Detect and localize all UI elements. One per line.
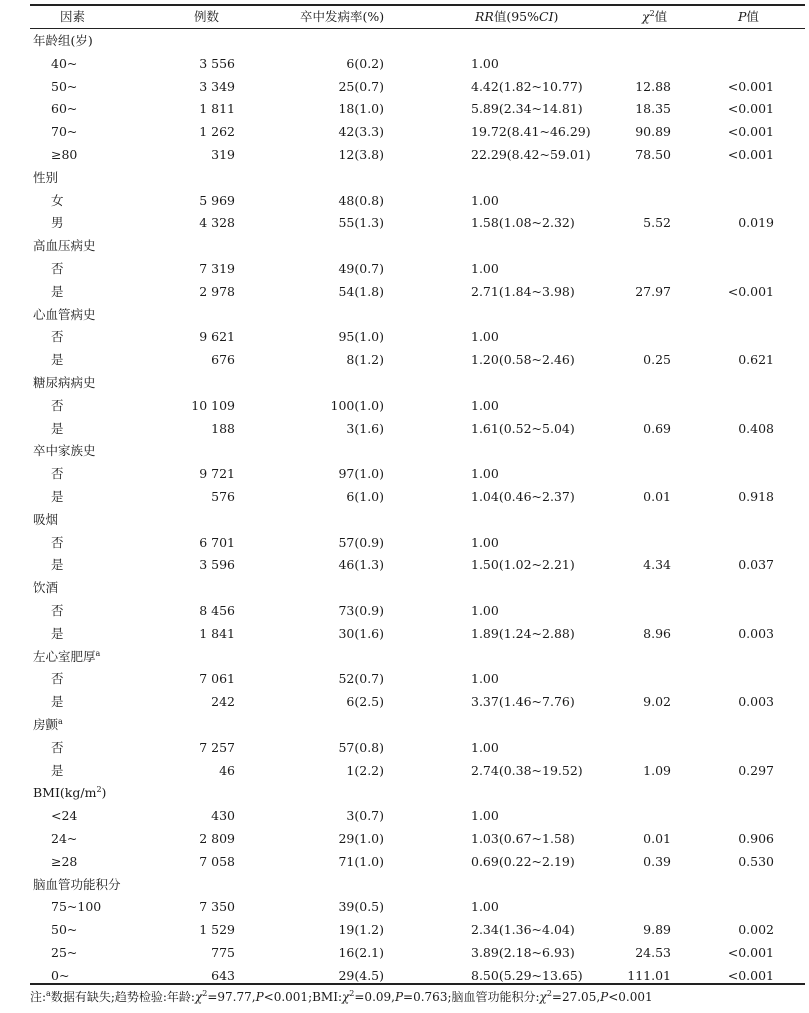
cell-rr: 4.42(1.82~10.77)	[471, 78, 583, 94]
cell-rr: 1.20(0.58~2.46)	[471, 352, 575, 368]
header-rate: 卒中发病率(%)	[300, 9, 385, 24]
table-row	[0, 53, 809, 75]
table-row	[0, 212, 809, 234]
group-row	[0, 782, 809, 804]
group-label: 心血管病史	[33, 306, 96, 322]
level-label: 60~	[51, 101, 78, 117]
cell-p: 0.918	[738, 489, 774, 504]
header-factor: 因素	[60, 9, 86, 24]
table-row	[0, 668, 809, 690]
cell-chi: 8.96	[643, 625, 671, 641]
cell-rate: 30(1.6)	[338, 625, 384, 641]
group-label: 性别	[33, 169, 59, 185]
cell-n: 676	[211, 352, 235, 368]
table-row	[0, 349, 809, 371]
cell-rate: 97(1.0)	[338, 466, 384, 482]
cell-chi: 12.88	[635, 78, 671, 94]
cell-n: 3 596	[199, 557, 235, 573]
table-row	[0, 851, 809, 873]
cell-rr: 1.00	[471, 261, 499, 276]
cell-rate: 29(4.5)	[338, 967, 384, 983]
cell-rr: 1.03(0.67~1.58)	[471, 831, 575, 846]
cell-rate: 8(1.2)	[346, 352, 384, 368]
cell-rate: 54(1.8)	[338, 283, 384, 299]
cell-rr: 0.69(0.22~2.19)	[471, 853, 575, 869]
cell-n: 3 349	[199, 78, 235, 94]
cell-chi: 24.53	[635, 945, 671, 960]
cell-n: 775	[211, 945, 235, 960]
table-row	[0, 600, 809, 622]
cell-rr: 1.58(1.08~2.32)	[471, 215, 575, 231]
level-label: 女	[51, 192, 64, 208]
cell-n: 7 058	[199, 853, 235, 869]
cell-rr: 19.72(8.41~46.29)	[471, 124, 591, 140]
cell-n: 7 061	[199, 671, 235, 687]
header-rr: RR值(95%CI)	[475, 9, 559, 24]
cell-n: 2 809	[199, 831, 235, 846]
group-label: $BMI(kg/m^2)$	[33, 785, 107, 801]
group-row	[0, 509, 809, 531]
table-row	[0, 760, 809, 782]
cell-rate: 1(2.2)	[346, 762, 384, 778]
cell-rate: 6(2.5)	[346, 694, 384, 710]
cell-rate: 18(1.0)	[338, 101, 384, 117]
level-label: <24	[51, 808, 78, 824]
cell-rr: 1.00	[471, 397, 499, 413]
header-n: 例数	[194, 9, 220, 24]
cell-p: <0.001	[727, 147, 774, 162]
cell-n: 9 721	[199, 466, 235, 482]
cell-p: <0.001	[727, 78, 774, 94]
cell-rr: 1.04(0.46~2.37)	[471, 489, 575, 504]
table-row	[0, 554, 809, 576]
cell-chi: 0.69	[643, 420, 671, 436]
group-label: 房颤$^a$	[33, 717, 63, 732]
group-row	[0, 304, 809, 326]
group-row	[0, 646, 809, 668]
cell-rr: 1.00	[471, 808, 499, 824]
cell-rate: 49(0.7)	[338, 261, 384, 276]
table-row	[0, 942, 809, 964]
table-row	[0, 395, 809, 417]
cell-chi: 9.89	[643, 922, 671, 938]
cell-n: 242	[211, 694, 235, 710]
cell-chi: 9.02	[643, 694, 671, 710]
cell-chi: 78.50	[635, 147, 671, 162]
level-label: 是	[51, 489, 64, 504]
group-row	[0, 440, 809, 462]
level-label: 50~	[51, 78, 78, 94]
cell-p: 0.019	[738, 215, 774, 231]
cell-rr: 1.00	[471, 534, 499, 550]
level-label: 是	[51, 694, 64, 710]
cell-rr: 2.74(0.38~19.52)	[471, 762, 583, 778]
cell-rr: 1.00	[471, 192, 499, 208]
group-row	[0, 577, 809, 599]
level-label: ≥28	[51, 853, 78, 869]
table-row	[0, 326, 809, 348]
cell-n: 1 811	[199, 101, 235, 117]
cell-rate: 12(3.8)	[338, 147, 384, 162]
table-row	[0, 805, 809, 827]
cell-chi: 5.52	[643, 215, 671, 231]
cell-rate: 100(1.0)	[330, 397, 384, 413]
cell-rr: 3.89(2.18~6.93)	[471, 945, 575, 960]
cell-n: 2 978	[199, 283, 235, 299]
cell-n: 430	[211, 808, 235, 824]
level-label: 否	[51, 603, 64, 618]
cell-rr: 1.89(1.24~2.88)	[471, 625, 575, 641]
table-header-row	[0, 6, 809, 28]
cell-rr: 1.00	[471, 671, 499, 687]
cell-rate: 71(1.0)	[338, 853, 384, 869]
cell-n: 10 109	[191, 397, 235, 413]
cell-n: 4 328	[199, 215, 235, 231]
cell-rate: 57(0.8)	[338, 739, 384, 755]
cell-rate: 57(0.9)	[338, 534, 384, 550]
level-label: 是	[51, 557, 64, 573]
header-p: P值	[738, 9, 759, 24]
cell-p: 0.297	[738, 762, 774, 778]
group-label: 饮酒	[33, 580, 59, 596]
cell-rate: 6(1.0)	[346, 489, 384, 504]
cell-p: 0.037	[738, 557, 774, 573]
table-row	[0, 258, 809, 280]
table-row	[0, 76, 809, 98]
level-label: 否	[51, 671, 64, 687]
cell-rate: 48(0.8)	[338, 192, 384, 208]
cell-rate: 3(0.7)	[346, 808, 384, 824]
group-label: 脑血管功能积分	[33, 876, 121, 892]
cell-rate: 29(1.0)	[338, 831, 384, 846]
level-label: 否	[51, 534, 64, 550]
cell-chi: 111.01	[627, 967, 671, 983]
level-label: 40~	[51, 55, 78, 71]
cell-n: 7 257	[199, 739, 235, 755]
level-label: 50~	[51, 922, 78, 938]
cell-rr: 22.29(8.42~59.01)	[471, 147, 591, 162]
cell-chi: 0.25	[643, 352, 671, 368]
cell-rate: 16(2.1)	[338, 945, 384, 960]
cell-p: <0.001	[727, 283, 774, 299]
table-row	[0, 919, 809, 941]
cell-p: 0.408	[738, 420, 774, 436]
cell-n: 7 350	[199, 899, 235, 915]
cell-rr: 1.00	[471, 466, 499, 482]
cell-p: <0.001	[727, 967, 774, 983]
cell-rr: 1.00	[471, 899, 499, 915]
cell-rate: 3(1.6)	[346, 420, 384, 436]
level-label: 是	[51, 625, 64, 641]
cell-rate: 46(1.3)	[338, 557, 384, 573]
table-row	[0, 144, 809, 166]
group-label: 糖尿病病史	[33, 375, 96, 390]
cell-chi: 0.39	[643, 853, 671, 869]
cell-rr: 8.50(5.29~13.65)	[471, 967, 583, 983]
level-label: 0~	[51, 967, 70, 983]
cell-rr: 1.00	[471, 55, 499, 71]
cell-p: <0.001	[727, 124, 774, 140]
cell-rate: 39(0.5)	[338, 899, 384, 915]
group-label: 吸烟	[33, 511, 59, 527]
cell-rate: 52(0.7)	[338, 671, 384, 687]
group-label: 高血压病史	[33, 238, 96, 254]
cell-rr: 3.37(1.46~7.76)	[471, 694, 575, 710]
cell-p: 0.530	[738, 853, 774, 869]
cell-chi: 27.97	[635, 283, 671, 299]
table-row	[0, 691, 809, 713]
cell-n: 1 262	[199, 124, 235, 140]
cell-p: <0.001	[727, 101, 774, 117]
group-row	[0, 167, 809, 189]
group-label: 卒中家族史	[33, 443, 96, 459]
table-header-rule	[30, 28, 805, 29]
cell-chi: 0.01	[643, 831, 671, 846]
cell-n: 1 841	[199, 625, 235, 641]
level-label: 男	[51, 215, 64, 231]
cell-rate: 42(3.3)	[338, 124, 384, 140]
cell-n: 643	[211, 967, 235, 983]
header-chi: $\chi^2$值	[642, 9, 668, 24]
table-bottom-rule	[30, 983, 805, 985]
table-row	[0, 281, 809, 303]
cell-p: <0.001	[727, 945, 774, 960]
cell-n: 3 556	[199, 55, 235, 71]
table-row	[0, 98, 809, 120]
cell-rr: 1.00	[471, 739, 499, 755]
cell-rr: 2.71(1.84~3.98)	[471, 283, 575, 299]
cell-rate: 73(0.9)	[338, 603, 384, 618]
cell-chi: 4.34	[643, 557, 671, 573]
cell-chi: 1.09	[643, 762, 671, 778]
level-label: 是	[51, 352, 64, 368]
table-row	[0, 828, 809, 850]
table-row	[0, 623, 809, 645]
level-label: 否	[51, 466, 64, 482]
group-row	[0, 714, 809, 736]
cell-rr: 1.00	[471, 603, 499, 618]
cell-n: 188	[211, 420, 235, 436]
level-label: 否	[51, 739, 64, 755]
table-row	[0, 418, 809, 440]
group-row	[0, 372, 809, 394]
cell-rr: 5.89(2.34~14.81)	[471, 101, 583, 117]
cell-rr: 1.61(0.52~5.04)	[471, 420, 575, 436]
cell-n: 6 701	[199, 534, 235, 550]
group-label: 年龄组(岁)	[33, 33, 93, 48]
table-row	[0, 486, 809, 508]
level-label: 否	[51, 329, 64, 345]
cell-n: 9 621	[199, 329, 235, 345]
level-label: 否	[51, 397, 64, 413]
level-label: 70~	[51, 124, 78, 140]
cell-chi: 0.01	[643, 489, 671, 504]
table-footnote: 注:$^a$数据有缺失;趋势检验:年龄$:\chi^2=97.77,P<0.001;BMI:\chi^2=0.09,P=0.763$;脑血管功能积分$:\chi^2=27.05,P<0.001$	[30, 989, 653, 1004]
cell-n: 46	[219, 762, 235, 778]
table-row	[0, 463, 809, 485]
cell-n: 576	[211, 489, 235, 504]
cell-rr: 1.50(1.02~2.21)	[471, 557, 575, 573]
cell-n: 1 529	[199, 922, 235, 938]
level-label: ≥80	[51, 147, 78, 162]
cell-n: 319	[211, 147, 235, 162]
cell-p: 0.003	[738, 625, 774, 641]
cell-p: 0.002	[738, 922, 774, 938]
cell-chi: 18.35	[635, 101, 671, 117]
cell-rate: 95(1.0)	[338, 329, 384, 345]
cell-p: 0.003	[738, 694, 774, 710]
cell-rate: 55(1.3)	[338, 215, 384, 231]
level-label: 否	[51, 261, 64, 276]
level-label: 24~	[51, 831, 78, 846]
group-row	[0, 30, 809, 52]
level-label: 是	[51, 420, 64, 436]
level-label: 25~	[51, 945, 78, 960]
cell-rate: 25(0.7)	[338, 78, 384, 94]
table-row	[0, 532, 809, 554]
level-label: 是	[51, 762, 64, 778]
cell-rate: 19(1.2)	[338, 922, 384, 938]
table-row	[0, 737, 809, 759]
cell-n: 8 456	[199, 603, 235, 618]
cell-rr: 1.00	[471, 329, 499, 345]
table-row	[0, 896, 809, 918]
cell-n: 5 969	[199, 192, 235, 208]
cell-p: 0.621	[738, 352, 774, 368]
cell-rr: 2.34(1.36~4.04)	[471, 922, 575, 938]
group-row	[0, 235, 809, 257]
cell-p: 0.906	[738, 831, 774, 846]
cell-chi: 90.89	[635, 124, 671, 140]
level-label: 是	[51, 283, 64, 299]
table-row	[0, 190, 809, 212]
level-label: 75~100	[51, 899, 102, 915]
cell-n: 7 319	[199, 261, 235, 276]
cell-rate: 6(0.2)	[346, 55, 384, 71]
group-row	[0, 874, 809, 896]
group-label: 左心室肥厚$^a$	[33, 648, 101, 664]
table-row	[0, 121, 809, 143]
